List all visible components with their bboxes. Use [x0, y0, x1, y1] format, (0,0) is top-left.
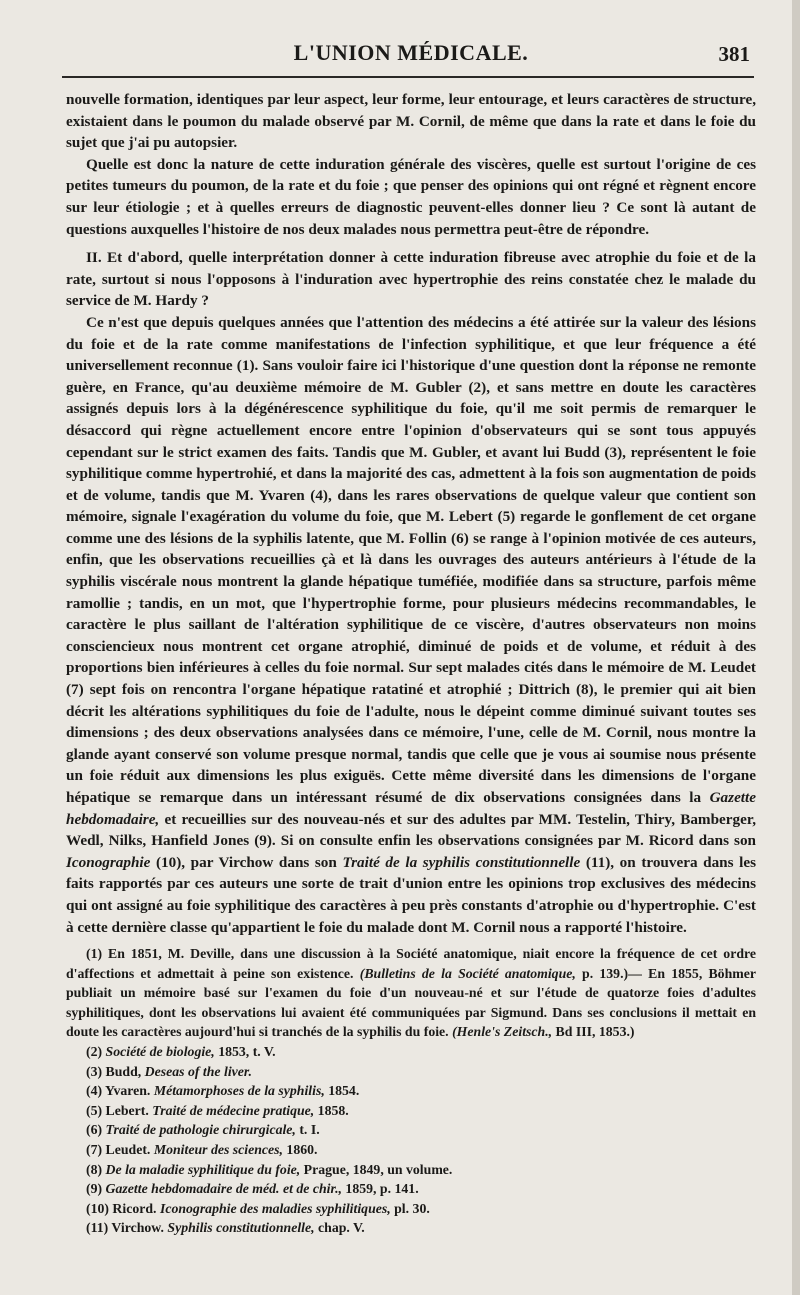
- citation-title: De la maladie syphilitique du foie,: [105, 1161, 301, 1177]
- text-run: 1858.: [314, 1102, 349, 1118]
- citation-title: Iconographie des maladies syphilitiques,: [159, 1200, 391, 1216]
- text-run: p. 139.)— En 1855, Böhmer publiait un mémoire basé sur l'examen du foie d'un nouveau-né et sur l'étude de quatorze foies d'adultes syphilitiques, dont les observations lui avaient été communiquées par Sigmund. Dans ses conclusions il mettait en doute les caractères aujourd'hui si tranchés de la syphilis du foie.: [66, 965, 756, 1040]
- text-run: et recueillies sur des nouveau-nés et sur des adultes par MM. Testelin, Thiry, Bamberger, Wedl, Nilks, Hanfield Jones (9). Si on consulte enfin les observations consignées par M. Ricord dans son: [66, 810, 756, 850]
- text-run: (3) Budd,: [86, 1063, 145, 1079]
- footnote-7: [66, 1140, 756, 1160]
- text-run: Ce n'est que depuis quelques années que l'attention des médecins a été attirée sur la valeur des lésions du foie et de la rate comme manifestations de l'infection syphilitique, et que leur fréquence a été universellement reconnue (1). Sans vouloir faire ici l'historique d'une question dont la réponse ne remonte guère, en France, qu'au deuxième mémoire de M. Gubler (2), et sans mettre en doute les caractères assignés depuis lors à la dégénérescence syphilitique du foie, qu'il me soit permis de remarquer le désaccord qui règne actuellement encore entre l'opinion d'observateurs qui se sont tous appuyés cependant sur le strict examen des faits. Tandis que M. Gubler, et avant lui Budd (3), représentent le foie syphilitique comme hypertrohié, et dans la majorité des cas, admettent à la fois son augmentation de poids et de volume, tandis que M. Yvaren (4), dans les rares observations de quelque valeur que contient son mémoire, signale l'exagération du volume du foie, que M. Lebert (5) regarde le gonflement de cet organe comme une des lésions de la syphilis latente, que M. Follin (6) se range à l'opinion motivée de ces auteurs, enfin, que les observations recueillies çà et là dans les ouvrages des auteurs antérieurs à l'étude de la syphilis viscérale nous montrent la glande hépatique tuméfiée, modifiée dans sa structure, parfois même ramollie ; tandis, en un mot, que l'hypertrophie forme, pour plusieurs médecins recommandables, le caractère le plus saillant de l'altération syphilitique de ce viscère, d'autres observateurs non moins consciencieux nous montrent cet organe atrophié, diminué de poids et de volume, et réduit à des proportions bien inférieures à celles du foie normal. Sur sept malades cités dans le mémoire de M. Leudet (7) sept fois on rencontra l'organe hépatique ratatiné et atrophié ; Dittrich (8), le premier qui ait bien décrit les altérations syphilitiques du foie de l'adulte, nous le dépeint comme diminué suivant toutes ses dimensions ; des deux observations analysées dans ce mémoire, l'une, celle de M. Cornil, nous montre la glande ayant conservé son volume presque normal, tandis que celle que je vous ai soumise nous présente un foie réduit aux dimensions les plus exiguës. Cette même diversité dans les dimensions de l'organe hépatique se remarque dans un intéressant résumé de dix observations consignées dans la: [66, 313, 756, 806]
- text-run: 1853, t. V.: [214, 1043, 276, 1059]
- footnote-3: [66, 1062, 756, 1082]
- footnote-4: [66, 1081, 756, 1101]
- footnote-11: [66, 1218, 756, 1238]
- text-run: (9): [86, 1181, 106, 1197]
- text-run: (8): [86, 1161, 106, 1177]
- citation-title: Syphilis constitutionnelle,: [167, 1220, 315, 1236]
- citation-title: Iconographie: [66, 853, 151, 871]
- footnote-9: [66, 1179, 756, 1199]
- text-run: (5) Lebert.: [86, 1102, 153, 1118]
- page-edge: [792, 0, 800, 1295]
- article-body: [66, 89, 756, 938]
- footnote-2: [66, 1042, 756, 1062]
- citation-title: Gazette hebdomadaire de méd. et de chir.,: [105, 1181, 342, 1197]
- text-run: (1) En 1851, M. Deville, dans une discussion à la Société anatomique, niait encore la fréquence de cet ordre d'affections et admettait à peine son existence.: [66, 946, 756, 981]
- text-run: (11) Virchow.: [86, 1220, 168, 1236]
- text-run: (10) Ricord.: [86, 1200, 160, 1216]
- citation-title: Société de biologie,: [105, 1043, 215, 1059]
- journal-title: L'UNION MÉDICALE.: [293, 40, 529, 65]
- paragraph-continuation: nouvelle formation, identiques par leur aspect, leur forme, leur entourage, et leurs caractères de structure, existaient dans le poumon du malade observé par M. Cornil, de même que dans la rate et dans le foie du sujet que j'ai pu autopsier.: [66, 91, 756, 152]
- text-run: (11), on trouvera dans les faits rapportés par ces auteurs une sorte de trait d'union entre les opinions trop exclusives des médecins qui ont assigné au foie syphilitique des caractères à peu près constants d'atrophie ou d'hypertrophie. C'est à cette dernière classe qu'appartient le foie du malade dont M. Cornil nous a rapporté l'histoire.: [66, 853, 756, 936]
- text-run: 1854.: [324, 1083, 360, 1099]
- paragraph-liver-lesions: [66, 312, 756, 938]
- citation-title: Métamorphoses de la syphilis,: [153, 1083, 325, 1099]
- text-run: chap. V.: [314, 1220, 365, 1236]
- footnote-10: [66, 1199, 756, 1219]
- citation-title: Traité de la syphilis constitutionnelle: [342, 853, 581, 871]
- paragraph-questions: Quelle est donc la nature de cette induration générale des viscères, quelle est surtout l'origine de ces petites tumeurs du poumon, de la rate et du foie ; que penser des opinions qui ont régné et règnent encore sur leur étiologie ; et à quelles erreurs de diagnostic peuvent-elles donner lieu ? Ce sont là autant de questions auxquelles l'histoire de nos deux malades nous permettra peut-être de répondre.: [66, 155, 756, 238]
- text-run: (10), par Virchow dans son: [150, 853, 343, 871]
- citation-title: Deseas of the liver.: [144, 1063, 252, 1079]
- footnote-1: [66, 944, 756, 1042]
- text-run: (7) Leudet.: [86, 1141, 154, 1157]
- text-run: Prague, 1849, un volume.: [300, 1161, 453, 1177]
- footnote-6: [66, 1120, 756, 1140]
- citation-title: (Henle's Zeitsch.,: [452, 1024, 553, 1040]
- citation-title: Traité de médecine pratique,: [152, 1102, 315, 1118]
- citation-title: (Bulletins de la Société anatomique,: [359, 965, 576, 981]
- footnote-8: [66, 1160, 756, 1180]
- paragraph-section-ii: II. Et d'abord, quelle interprétation donner à cette induration fibreuse avec atrophie du foie et de la rate, surtout si nous l'opposons à l'induration avec hypertrophie des reins constatée chez le malade du service de M. Hardy ?: [66, 249, 756, 310]
- header-rule: [62, 76, 754, 78]
- text-run: (6): [86, 1122, 106, 1138]
- text-run: Bd III, 1853.): [552, 1024, 635, 1040]
- text-run: 1859, p. 141.: [341, 1181, 419, 1197]
- text-run: t. I.: [295, 1122, 320, 1138]
- citation-title: Moniteur des sciences,: [153, 1141, 283, 1157]
- text-run: (4) Yvaren.: [86, 1083, 154, 1099]
- text-run: (2): [86, 1043, 106, 1059]
- text-run: 1860.: [282, 1141, 318, 1157]
- footnotes: [66, 944, 756, 1238]
- page-number: 381: [718, 42, 750, 66]
- citation-title: Gazette hebdomadaire,: [66, 789, 756, 828]
- footnote-5: [66, 1101, 756, 1121]
- running-header: [66, 40, 756, 70]
- text-run: pl. 30.: [390, 1200, 430, 1216]
- citation-title: Traité de pathologie chirurgicale,: [105, 1122, 296, 1138]
